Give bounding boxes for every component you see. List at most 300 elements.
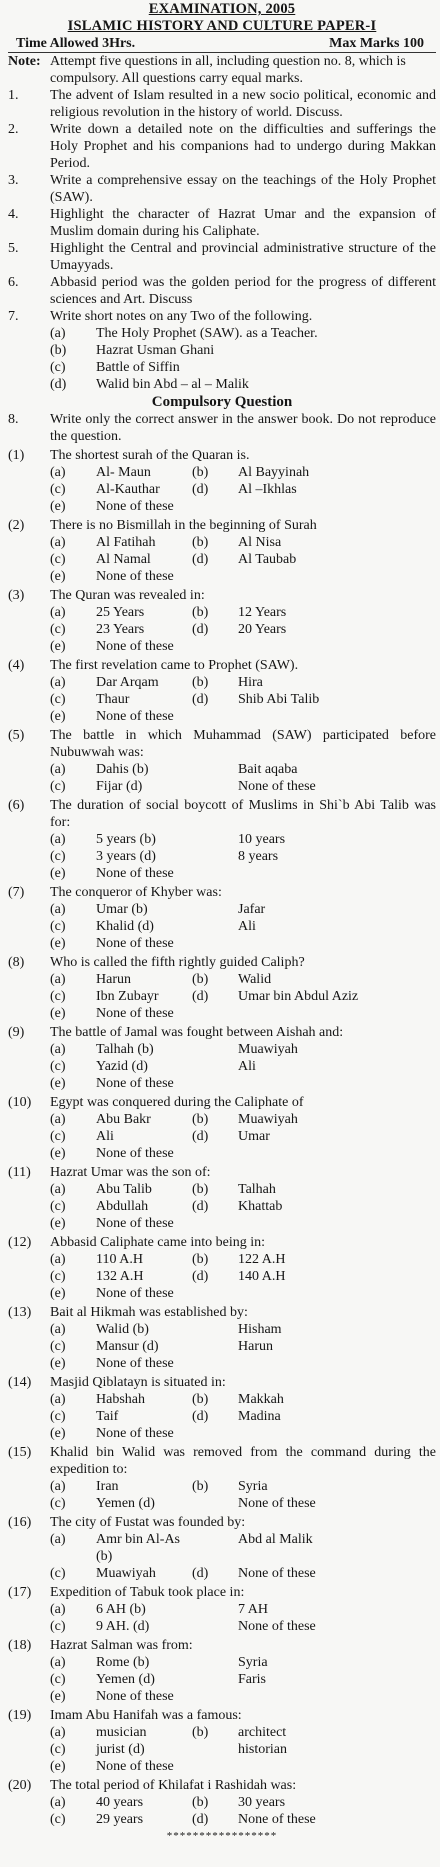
option-letter: [192, 1058, 238, 1075]
option-letter: (e): [50, 1356, 66, 1371]
option-letter: (b): [192, 675, 209, 690]
mcq-question: [8, 1584, 436, 1601]
option-text: Dar Arqam: [96, 675, 159, 690]
option-letter: (d): [192, 1409, 209, 1424]
option-text: Umar (b): [96, 902, 148, 917]
mcq-text: The battle in which Muhammad (SAW) participated before Nubuwwah was:: [50, 728, 436, 760]
option-letter: [192, 778, 238, 795]
option-text: None of these: [238, 1812, 316, 1827]
option-letter: (c): [50, 849, 66, 864]
option-letter: (a): [50, 1252, 66, 1267]
option-text: architect: [238, 1725, 287, 1740]
question-text: Write a comprehensive essay on the teachings of the Holy Prophet (SAW).: [50, 173, 436, 205]
mcq-question: [8, 1094, 436, 1111]
option-text: Abu Bakr: [96, 1112, 151, 1127]
mcq-number: (10): [8, 1095, 32, 1110]
question-number: 8.: [8, 412, 19, 427]
option-text: Abu Talib: [96, 1182, 152, 1197]
mcq-item: [8, 1444, 436, 1512]
option-letter: [192, 918, 238, 935]
mcq-number: (2): [8, 518, 25, 533]
option-letter: (d): [192, 692, 209, 707]
mcq-text: The city of Fustat was founded by:: [50, 1515, 246, 1530]
option-letter: (b): [192, 972, 209, 987]
mcq-number: (9): [8, 1025, 25, 1040]
option-text: Walid bin Abd – al – Malik: [96, 377, 249, 392]
mcq-question: [8, 517, 436, 534]
option-letter: (b): [192, 1795, 209, 1810]
option-text: None of these: [238, 1619, 316, 1634]
mcq-options-row: [8, 831, 436, 848]
option-letter: (a): [50, 1655, 66, 1670]
mcq-option-e: [8, 1355, 436, 1372]
mcq-item: [8, 1024, 436, 1092]
mcq-question: [8, 1374, 436, 1391]
paper-title: ISLAMIC HISTORY AND CULTURE PAPER-I: [67, 18, 377, 34]
option-text: Hira: [238, 675, 263, 690]
option-text: Yazid (d): [96, 1059, 148, 1074]
mcq-item: [8, 657, 436, 725]
option-letter: (c): [50, 1129, 66, 1144]
essay-question: [8, 274, 436, 308]
option-text: 12 Years: [238, 605, 287, 620]
mcq-question: [8, 1444, 436, 1478]
max-marks: Max Marks 100: [329, 36, 424, 51]
question-text: Write short notes on any Two of the following.: [50, 309, 313, 324]
option-letter: (d): [192, 1566, 209, 1581]
option-text: None of these: [96, 936, 174, 951]
option-text: Walid (b): [96, 1322, 149, 1337]
option-letter: [192, 901, 238, 918]
mcq-item: [8, 447, 436, 515]
option-letter: [192, 848, 238, 865]
option-letter: [192, 1741, 238, 1758]
essay-questions: [8, 87, 436, 393]
mcq-text: The first revelation came to Prophet (SAW).: [50, 658, 299, 673]
option-letter: (a): [50, 762, 66, 777]
option-text: jurist (d): [96, 1742, 145, 1757]
mcq-number: (20): [8, 1778, 32, 1793]
option-letter: (c): [50, 1742, 66, 1757]
option-text: Muawiyah: [96, 1566, 156, 1581]
mcq-option-e: [8, 935, 436, 952]
mcq-item: [8, 517, 436, 585]
option-text: Muawiyah: [238, 1112, 298, 1127]
option-text: Ali: [238, 1059, 256, 1074]
mcq-text: Masjid Qiblatayn is situated in:: [50, 1375, 226, 1390]
option-letter: (b): [50, 343, 67, 358]
mcq-option-e: [8, 1215, 436, 1232]
option-text: Khattab: [238, 1199, 283, 1214]
option-letter: [192, 1531, 238, 1565]
option-letter: (b): [192, 535, 209, 550]
option-text: None of these: [96, 569, 174, 584]
option-text: Ali: [238, 919, 256, 934]
mcq-question: [8, 1304, 436, 1321]
option-text: None of these: [96, 1216, 174, 1231]
option-text: Thaur: [96, 692, 130, 707]
mcq-options-row: [8, 1618, 436, 1635]
mcq-options-row: [8, 1058, 436, 1075]
mcq-number: (7): [8, 885, 25, 900]
option-text: Harun: [96, 972, 131, 987]
essay-question: [8, 87, 436, 121]
mcq-options-row: [8, 988, 436, 1005]
mcq-text: Expedition of Tabuk took place in:: [50, 1585, 245, 1600]
option-letter: (c): [50, 989, 66, 1004]
short-note-option: [8, 325, 436, 342]
instructions-note: [8, 53, 436, 87]
option-letter: (c): [50, 779, 66, 794]
option-letter: (d): [192, 1812, 209, 1827]
exam-heading: EXAMINATION, 2005: [148, 1, 296, 17]
mcq-options-row: [8, 1495, 436, 1512]
option-letter: (e): [50, 1286, 66, 1301]
option-text: None of these: [238, 1566, 316, 1581]
mcq-question: [8, 1514, 436, 1531]
question-text: Write down a detailed note on the difficulties and sufferings the Holy Prophet and his companions had to undergo during Makkan Period.: [50, 122, 436, 171]
mcq-options-row: [8, 1654, 436, 1671]
question-text: Write only the correct answer in the answer book. Do not reproduce the question.: [50, 412, 436, 444]
option-text: Yemen (d): [96, 1672, 155, 1687]
mcq-text: Khalid bin Walid was removed from the command during the expedition to:: [50, 1445, 436, 1477]
option-letter: (c): [50, 1199, 66, 1214]
mcq-question: [8, 884, 436, 901]
mcq-options-row: [8, 1811, 436, 1828]
mcq-number: (16): [8, 1515, 32, 1530]
option-text: None of these: [96, 1146, 174, 1161]
option-letter: (a): [50, 1042, 66, 1057]
mcq-text: Hazrat Salman was from:: [50, 1638, 193, 1653]
option-letter: (a): [50, 902, 66, 917]
option-letter: [192, 1671, 238, 1688]
option-letter: (c): [50, 692, 66, 707]
option-letter: [192, 1041, 238, 1058]
mcq-list: [8, 447, 436, 1828]
option-text: Rome (b): [96, 1655, 150, 1670]
option-text: Al Nisa: [238, 535, 282, 550]
mcq-options-row: [8, 848, 436, 865]
option-text: Abd al Malik: [238, 1532, 313, 1547]
mcq-options-row: [8, 1181, 436, 1198]
mcq-text: The duration of social boycott of Muslims in Shi`b Abi Talib was for:: [50, 798, 436, 830]
option-text: 110 A.H: [96, 1252, 143, 1267]
mcq-number: (11): [8, 1165, 31, 1180]
mcq-item: [8, 1094, 436, 1162]
option-letter: (b): [192, 1725, 209, 1740]
option-letter: (e): [50, 639, 66, 654]
mcq-options-row: [8, 1251, 436, 1268]
mcq-question: [8, 447, 436, 464]
mcq-text: Hazrat Umar was the son of:: [50, 1165, 211, 1180]
option-text: None of these: [96, 499, 174, 514]
question-text: Abbasid period was the golden period for the progress of different sciences and Art. Discuss: [50, 275, 436, 307]
mcq-number: (4): [8, 658, 25, 673]
option-letter: (d): [192, 1129, 209, 1144]
option-text: 140 A.H: [238, 1269, 286, 1284]
option-text: Umar bin Abdul Aziz: [238, 989, 359, 1004]
mcq-item: [8, 1514, 436, 1582]
option-text: musician: [96, 1725, 147, 1740]
question-number: 2.: [8, 122, 19, 137]
option-text: Umar: [238, 1129, 270, 1144]
mcq-number: (13): [8, 1305, 32, 1320]
question-text: Highlight the character of Hazrat Umar and the expansion of Muslim domain during his Caliphate.: [50, 207, 436, 239]
mcq-question: [8, 954, 436, 971]
question-number: 3.: [8, 173, 19, 188]
mcq-options-row: [8, 918, 436, 935]
option-text: Khalid (d): [96, 919, 154, 934]
option-text: 9 AH. (d): [96, 1619, 150, 1634]
question-text: The advent of Islam resulted in a new socio political, economic and religious revolution in the history of world. Discuss.: [50, 88, 436, 120]
option-letter: (e): [50, 709, 66, 724]
mcq-item: [8, 1304, 436, 1372]
option-text: Hisham: [238, 1322, 282, 1337]
mcq-option-e: [8, 1005, 436, 1022]
option-text: Al-Kauthar: [96, 482, 160, 497]
option-letter: (a): [50, 1479, 66, 1494]
mcq-options-row: [8, 1338, 436, 1355]
mcq-option-e: [8, 1688, 436, 1705]
mcq-options-row: [8, 534, 436, 551]
option-text: 5 years (b): [96, 832, 156, 847]
mcq-options-row: [8, 1198, 436, 1215]
option-letter: (a): [50, 1725, 66, 1740]
question-number: 6.: [8, 275, 19, 290]
mcq-question: [8, 1777, 436, 1794]
option-text: The Holy Prophet (SAW). as a Teacher.: [96, 326, 318, 341]
mcq-text: Imam Abu Hanifah was a famous:: [50, 1708, 242, 1723]
mcq-number: (17): [8, 1585, 32, 1600]
option-letter: (e): [50, 1076, 66, 1091]
option-text: Taif: [96, 1409, 119, 1424]
option-text: Walid: [238, 972, 272, 987]
mcq-question: [8, 1707, 436, 1724]
option-text: Al Fatihah: [96, 535, 156, 550]
exam-paper: [0, 1, 440, 1867]
mcq-number: (5): [8, 728, 25, 743]
mcq-number: (8): [8, 955, 25, 970]
mcq-number: (1): [8, 448, 25, 463]
mcq-option-e: [8, 568, 436, 585]
mcq-options-row: [8, 464, 436, 481]
option-text: 29 years: [96, 1812, 144, 1827]
option-letter: (a): [50, 465, 66, 480]
option-letter: (a): [50, 1322, 66, 1337]
option-letter: (c): [50, 1812, 66, 1827]
essay-question: [8, 308, 436, 325]
mcq-item: [8, 954, 436, 1022]
option-text: None of these: [96, 1006, 174, 1021]
mcq-options-row: [8, 1531, 436, 1565]
option-letter: (e): [50, 1759, 66, 1774]
option-letter: (a): [50, 1532, 66, 1547]
mcq-options-row: [8, 1724, 436, 1741]
option-text: Muawiyah: [238, 1042, 298, 1057]
mcq-options-row: [8, 1111, 436, 1128]
mcq-options-row: [8, 1565, 436, 1582]
mcq-options-row: [8, 778, 436, 795]
mcq-question: [8, 797, 436, 831]
question-number: 7.: [8, 309, 19, 324]
option-text: Bait aqaba: [238, 762, 298, 777]
option-letter: (c): [50, 1566, 66, 1581]
mcq-text: There is no Bismillah in the beginning of Surah: [50, 518, 317, 533]
option-text: Makkah: [238, 1392, 284, 1407]
mcq-question: [8, 657, 436, 674]
option-letter: [192, 831, 238, 848]
mcq-option-e: [8, 1285, 436, 1302]
option-letter: (a): [50, 1795, 66, 1810]
option-letter: (a): [50, 1602, 66, 1617]
option-text: Madina: [238, 1409, 281, 1424]
mcq-options-row: [8, 551, 436, 568]
option-text: None of these: [96, 1426, 174, 1441]
mcq-question: [8, 587, 436, 604]
end-separator: *****************: [166, 1830, 278, 1842]
mcq-options-row: [8, 481, 436, 498]
mcq-options-row: [8, 901, 436, 918]
mcq-number: (14): [8, 1375, 32, 1390]
mcq-options-row: [8, 1128, 436, 1145]
question-number: 1.: [8, 88, 19, 103]
option-text: Talhah (b): [96, 1042, 154, 1057]
option-text: Ibn Zubayr: [96, 989, 159, 1004]
option-text: Mansur (d): [96, 1339, 159, 1354]
option-letter: (c): [50, 1409, 66, 1424]
option-letter: [192, 1495, 238, 1512]
mcq-text: Who is called the fifth rightly guided Caliph?: [50, 955, 305, 970]
option-letter: (d): [192, 1269, 209, 1284]
mcq-number: (19): [8, 1708, 32, 1723]
option-text: 20 Years: [238, 622, 287, 637]
mcq-options-row: [8, 1478, 436, 1495]
option-text: None of these: [238, 779, 316, 794]
option-text: Harun: [238, 1339, 273, 1354]
option-text: Syria: [238, 1655, 268, 1670]
mcq-item: [8, 1584, 436, 1635]
mcq-options-row: [8, 971, 436, 988]
mcq-options-row: [8, 691, 436, 708]
option-letter: (c): [50, 552, 66, 567]
option-text: None of these: [96, 1689, 174, 1704]
mcq-text: The battle of Jamal was fought between Aishah and:: [50, 1025, 344, 1040]
option-text: 122 A.H: [238, 1252, 286, 1267]
option-letter: (a): [50, 1182, 66, 1197]
option-text: Abdullah: [96, 1199, 149, 1214]
note-label: Note:: [8, 54, 41, 69]
option-letter: (b): [192, 1479, 209, 1494]
mcq-options-row: [8, 1321, 436, 1338]
mcq-option-e: [8, 1758, 436, 1775]
option-letter: (c): [50, 1619, 66, 1634]
option-letter: (c): [50, 1059, 66, 1074]
option-letter: (b): [192, 1252, 209, 1267]
mcq-options-row: [8, 1041, 436, 1058]
option-letter: (c): [50, 919, 66, 934]
option-letter: (e): [50, 866, 66, 881]
mcq-text: Bait al Hikmah was established by:: [50, 1305, 248, 1320]
option-letter: (b): [192, 1182, 209, 1197]
mcq-text: The shortest surah of the Quaran is.: [50, 448, 250, 463]
option-letter: [192, 1338, 238, 1355]
option-letter: (e): [50, 1006, 66, 1021]
option-letter: (d): [50, 377, 67, 392]
option-letter: (b): [192, 465, 209, 480]
option-letter: (a): [50, 832, 66, 847]
mcq-options-row: [8, 761, 436, 778]
mcq-question: [8, 727, 436, 761]
option-text: 7 AH: [238, 1602, 268, 1617]
mcq-item: [8, 797, 436, 882]
option-text: 6 AH (b): [96, 1602, 146, 1617]
option-letter: (e): [50, 1426, 66, 1441]
option-letter: (d): [192, 1199, 209, 1214]
option-letter: (d): [192, 622, 209, 637]
short-note-option: [8, 376, 436, 393]
option-letter: (c): [50, 1672, 66, 1687]
mcq-option-e: [8, 638, 436, 655]
mcq-text: The Quran was revealed in:: [50, 588, 205, 603]
mcq-question: [8, 1234, 436, 1251]
mcq-text: The total period of Khilafat i Rashidah was:: [50, 1778, 297, 1793]
option-letter: (b): [192, 1392, 209, 1407]
option-letter: (a): [50, 675, 66, 690]
mcq-options-row: [8, 1741, 436, 1758]
option-text: Al- Maun: [96, 465, 151, 480]
option-text: None of these: [96, 639, 174, 654]
option-text: 10 years: [238, 832, 286, 847]
mcq-question: [8, 1024, 436, 1041]
option-text: None of these: [96, 1076, 174, 1091]
mcq-option-e: [8, 708, 436, 725]
mcq-question: [8, 1164, 436, 1181]
option-text: Syria: [238, 1479, 268, 1494]
option-text: None of these: [96, 866, 174, 881]
option-text: 40 years: [96, 1795, 144, 1810]
mcq-item: [8, 1164, 436, 1232]
option-letter: (c): [50, 360, 66, 375]
mcq-number: (15): [8, 1445, 32, 1460]
mcq-item: [8, 1374, 436, 1442]
mcq-text: Egypt was conquered during the Caliphate of: [50, 1095, 304, 1110]
option-letter: (b): [192, 605, 209, 620]
option-letter: (c): [50, 622, 66, 637]
option-letter: (e): [50, 1146, 66, 1161]
option-text: Hazrat Usman Ghani: [96, 343, 215, 358]
mcq-item: [8, 1777, 436, 1828]
option-text: 3 years (d): [96, 849, 156, 864]
mcq-item: [8, 1707, 436, 1775]
option-text: Battle of Siffin: [96, 360, 180, 375]
option-letter: (e): [50, 569, 66, 584]
option-text: Amr bin Al-As (b): [96, 1532, 180, 1564]
option-text: 23 Years: [96, 622, 145, 637]
option-text: Ali: [96, 1129, 114, 1144]
option-text: Al Taubab: [238, 552, 297, 567]
option-letter: (e): [50, 1216, 66, 1231]
option-text: None of these: [96, 709, 174, 724]
option-text: historian: [238, 1742, 287, 1757]
option-letter: (d): [192, 482, 209, 497]
mcq-options-row: [8, 1268, 436, 1285]
option-letter: (c): [50, 1269, 66, 1284]
option-text: Al Bayyinah: [238, 465, 310, 480]
option-letter: (e): [50, 936, 66, 951]
option-text: Jafar: [238, 902, 266, 917]
option-text: Faris: [238, 1672, 266, 1687]
option-letter: [192, 1321, 238, 1338]
